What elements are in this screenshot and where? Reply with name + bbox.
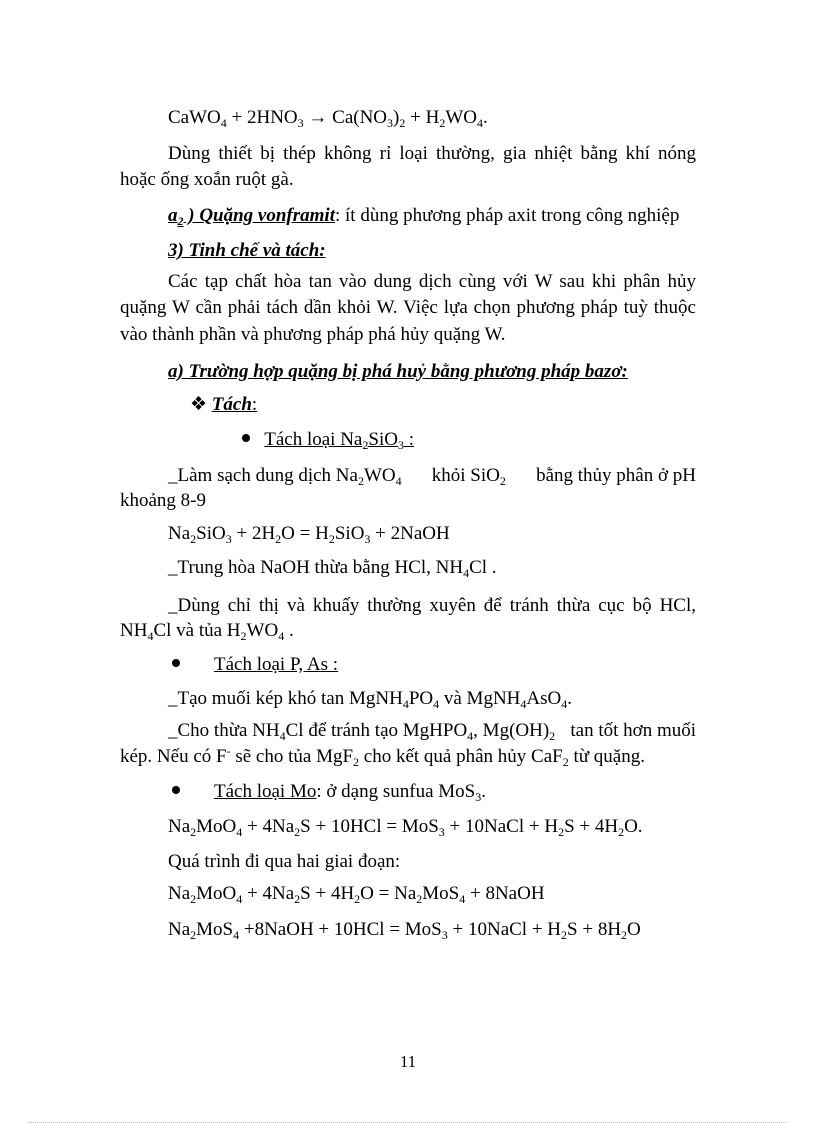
bullet-remove-na2sio3: Tách loại $Na_2SiO_3$ :	[242, 428, 414, 452]
heading-tach: ❖ Tách:	[190, 394, 258, 415]
paragraph-indicator-line1: _Dùng chỉ thị và khuấy thường xuyên để tránh thừa cục bộ HCl,	[168, 595, 696, 616]
equation-mo-stage1: $Na_2MoO_4 + 4Na_2S + 4H_2O = Na_2MoS_4$ + 8NaOH	[168, 883, 545, 906]
bullet-dot-icon	[172, 786, 180, 794]
bullet-remove-p-as: Tách loại P, As :	[172, 653, 338, 677]
equation-cawo4: CaWO$_4$ + $2HNO_3 \to Ca(NO_3)_2 + H_2WO_4$.	[168, 107, 488, 130]
heading-base-decomposition: a) Trường hợp quặng bị phá huỷ bằng phương pháp bazơ:	[168, 361, 628, 382]
heading-refining-separation: 3) Tinh chế và tách:	[168, 240, 326, 261]
paragraph-cleaning-line1: _Làm sạch dung dịch $Na_2WO_4$ khỏi SiO$_2$ bằng thủy phân ở pH	[168, 465, 696, 488]
paragraph-two-stages: Quá trình đi qua hai giai đoạn:	[168, 851, 401, 872]
paragraph-equipment-line1: Dùng thiết bị thép không rỉ loại thường, gia nhiệt bằng khí nóng	[168, 143, 696, 164]
paragraph-equipment-line2: hoặc ống xoắn ruột gà.	[120, 169, 294, 190]
paragraph-cleaning-line2: khoảng 8-9	[120, 490, 207, 511]
page-number: 11	[399, 1052, 417, 1071]
paragraph-double-salt: _Tạo muối kép khó $\tan MgNH_4PO_4$ và MgNH$_4$AsO$_4$.	[168, 688, 572, 711]
heading-a2-vonframit: $a_2$ ) Quặng vonframit: ít dùng phương pháp axit trong công nghiệp	[168, 205, 680, 228]
diamond-bullet-icon: ❖	[190, 394, 208, 415]
bullet-dot-icon	[172, 659, 180, 667]
paragraph-impurities-line2: quặng W cần phải tách dần khỏi W. Việc lựa chọn phương pháp tuỳ thuộc	[120, 297, 696, 318]
equation-na2sio3-hydrolysis: $Na_2SiO_3 + 2H_2O = H_2SiO_3$ + 2NaOH	[168, 523, 450, 546]
paragraph-impurities-line1: Các tạp chất hòa tan vào dung dịch cùng với W sau khi phân hủy	[168, 271, 696, 292]
paragraph-neutralize: _Trung hòa NaOH thừa bằng HCl, $NH_4Cl$ .	[168, 557, 497, 580]
paragraph-excess-line1: _Cho thừa $NH_4Cl$ để tránh tạo MgHPO$_4$, $Mg(OH)_2$ tan tốt hơn muối	[168, 720, 696, 743]
bullet-dot-icon	[242, 434, 250, 442]
equation-mo-overall: $Na_2MoO_4 + 4Na_2S + 10HCl = MoS_3$ + 10NaCl + $H_2S + 4H_2O$.	[168, 816, 643, 839]
bullet-remove-mo: Tách loại Mo: ở dạng sunfua MoS$_3$.	[172, 780, 486, 804]
equation-mo-stage2: $Na_2MoS_4$ +8NaOH + 10HCl = MoS$_3$ + 10NaCl + $H_2S + 8H_2O$	[168, 919, 641, 942]
paragraph-impurities-line3: vào thành phần và phương pháp phá hủy quặng W.	[120, 324, 506, 345]
paragraph-excess-line2: kép. Nếu có F- sẽ cho tủa MgF$_2$ cho kết quả phân hủy CaF$_2$ từ quặng.	[120, 744, 645, 769]
paragraph-indicator-line2: $NH_4Cl$ và tủa $H_2WO_4$ .	[120, 620, 294, 643]
